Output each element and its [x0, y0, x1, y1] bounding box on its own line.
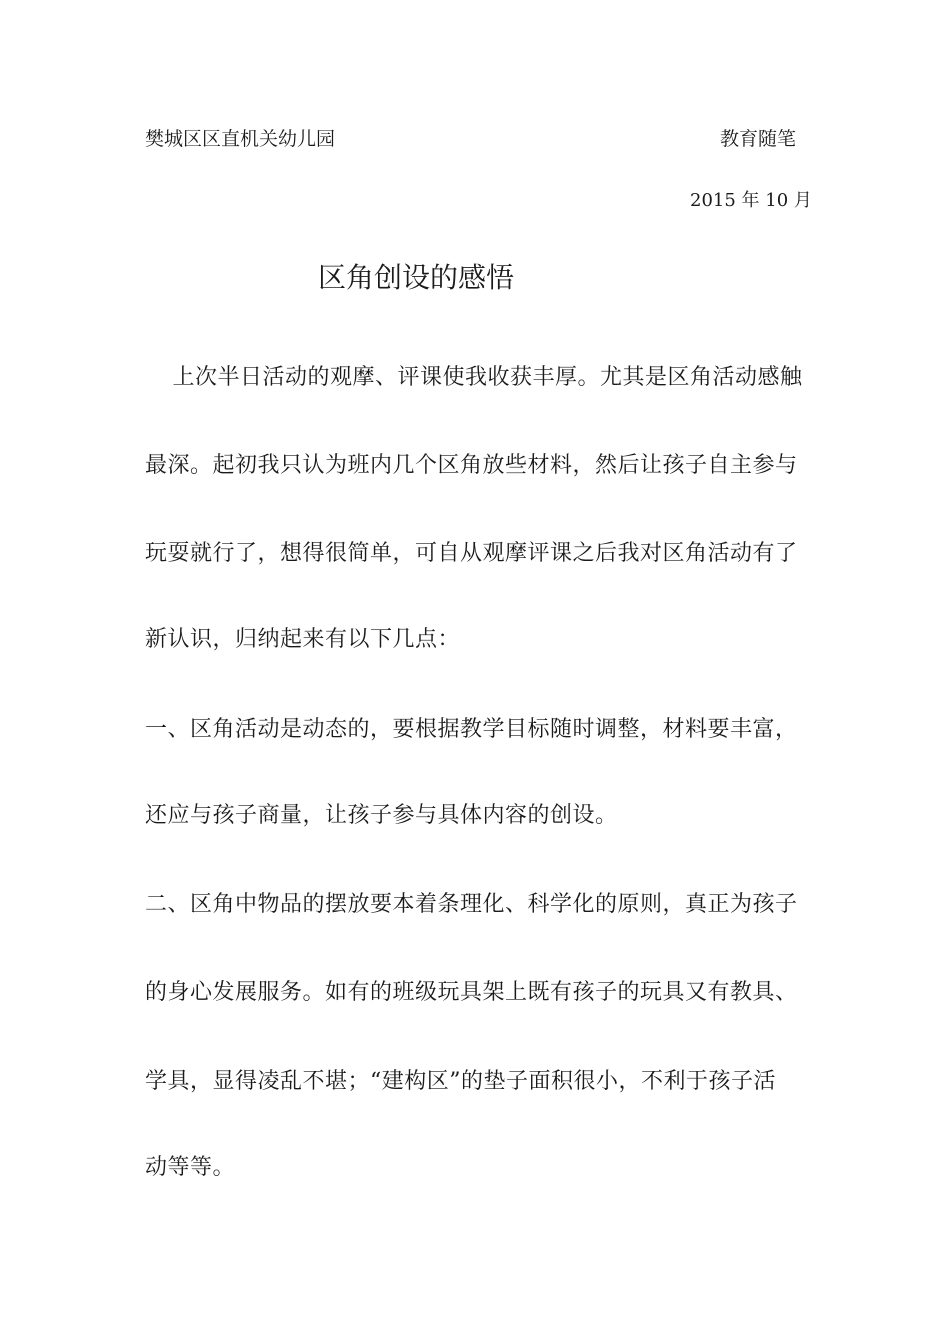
- body-line: 动等等。: [145, 1155, 236, 1180]
- body-line: 还应与孩子商量，让孩子参与具体内容的创设。: [145, 803, 618, 828]
- body-line: 二、区角中物品的摆放要本着条理化、科学化的原则，真正为孩子: [145, 892, 798, 917]
- body-line: 新认识，归纳起来有以下几点：: [145, 627, 461, 652]
- document-date: 2015 年 10 月: [690, 190, 812, 211]
- body-line: 上次半日活动的观摩、评课使我收获丰厚。尤其是区角活动感触: [150, 365, 803, 390]
- body-line: 的身心发展服务。如有的班级玩具架上既有孩子的玩具又有教具、: [145, 980, 798, 1005]
- body-line: 玩耍就行了，想得很简单，可自从观摩评课之后我对区角活动有了: [145, 541, 798, 566]
- organization-name: 樊城区区直机关幼儿园: [145, 128, 336, 150]
- body-line: 一、区角活动是动态的，要根据教学目标随时调整，材料要丰富，: [145, 717, 798, 742]
- document-title: 区角创设的感悟: [318, 261, 515, 294]
- body-line: 最深。起初我只认为班内几个区角放些材料，然后让孩子自主参与: [145, 453, 798, 478]
- document-category: 教育随笔: [720, 128, 797, 150]
- body-line: 学具，显得凌乱不堪；“建构区”的垫子面积很小，不利于孩子活: [145, 1069, 776, 1094]
